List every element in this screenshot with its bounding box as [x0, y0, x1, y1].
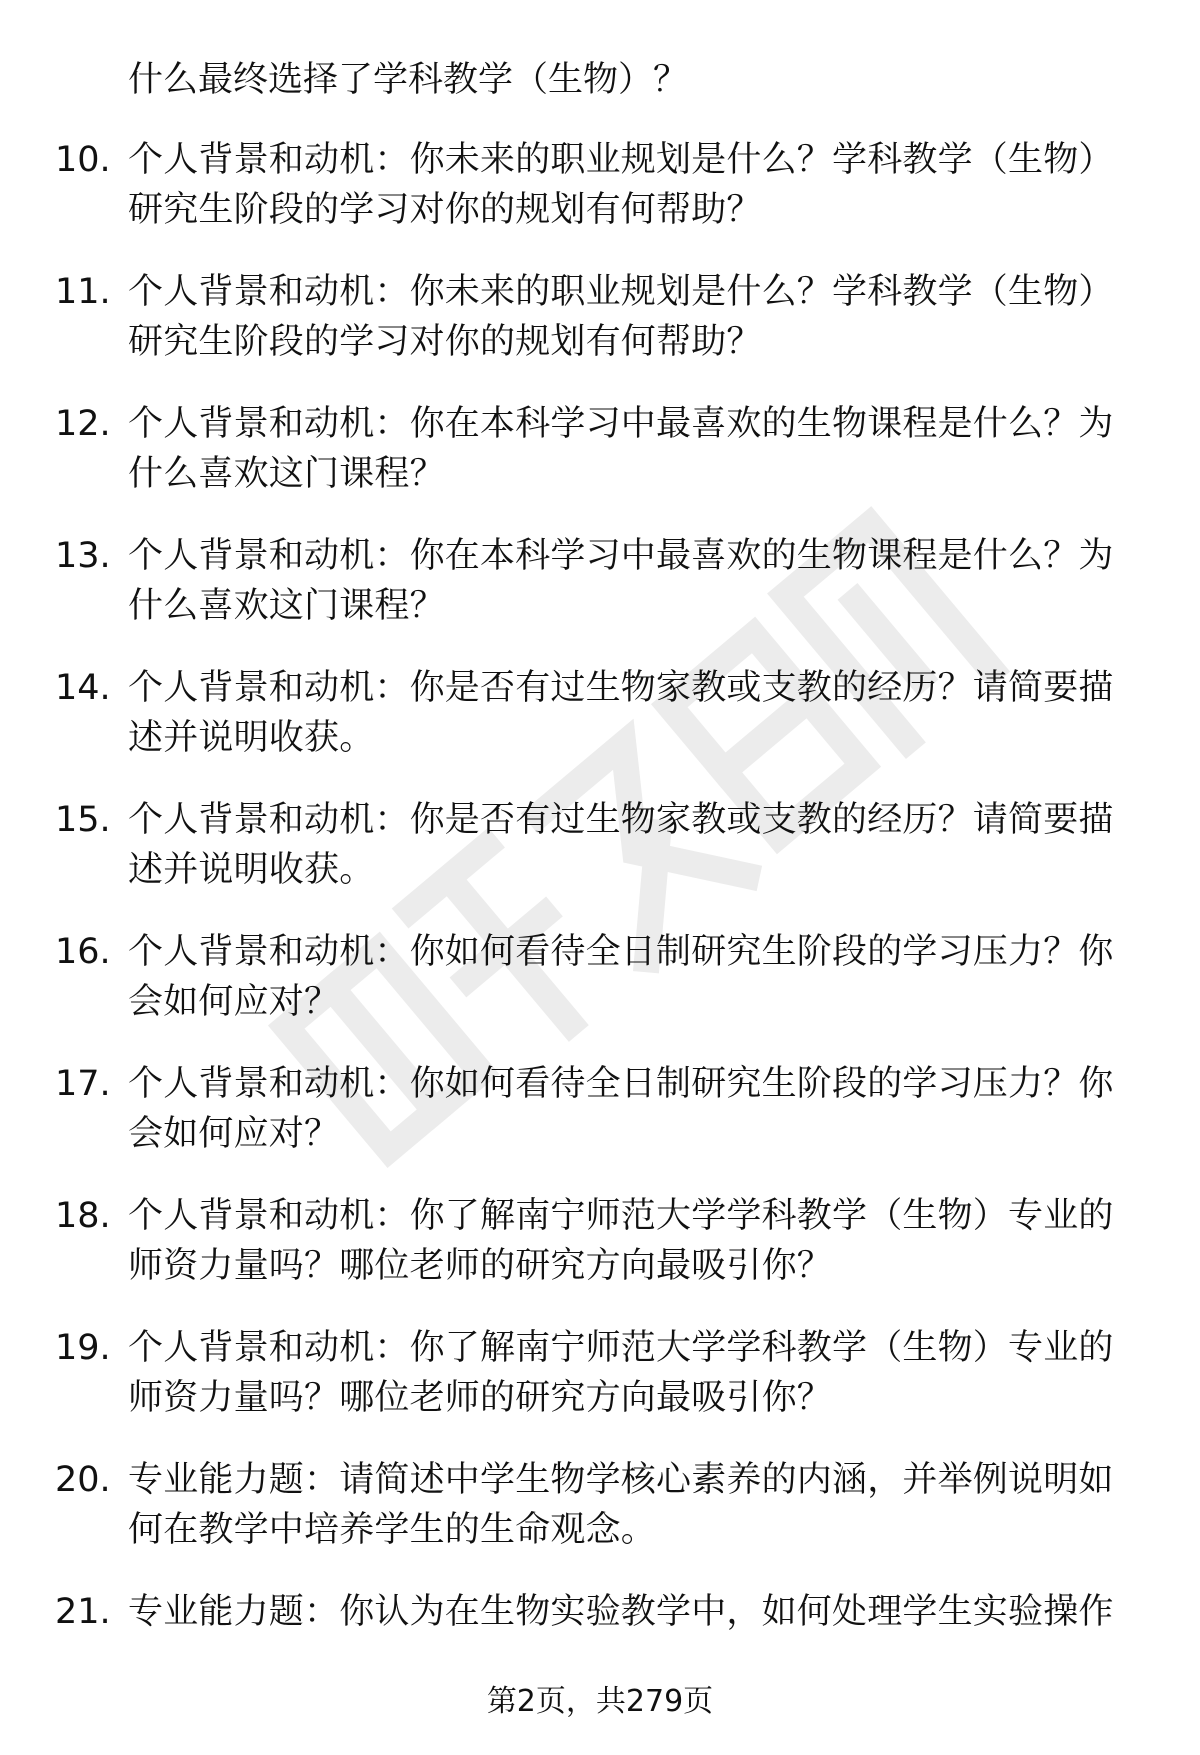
question-text-line: 个人背景和动机：你在本科学习中最喜欢的生物课程是什么？为 [128, 536, 1114, 576]
question-text-line: 述并说明收获。 [128, 718, 375, 758]
question-number: 10. [55, 140, 111, 180]
question-text [128, 795, 1138, 895]
list-item [0, 267, 1200, 399]
question-text-line: 个人背景和动机：你在本科学习中最喜欢的生物课程是什么？为 [128, 404, 1114, 444]
list-item [0, 927, 1200, 1059]
question-number: 14. [55, 668, 111, 708]
question-text-line: 什么喜欢这门课程？ [128, 454, 445, 494]
question-text-line: 什么喜欢这门课程？ [128, 586, 445, 626]
question-number: 20. [55, 1460, 111, 1500]
question-text-line: 个人背景和动机：你了解南宁师范大学学科教学（生物）专业的 [128, 1196, 1114, 1236]
question-text-line: 个人背景和动机：你如何看待全日制研究生阶段的学习压力？你 [128, 1064, 1114, 1104]
question-text [128, 399, 1138, 499]
question-text [128, 1455, 1138, 1555]
question-number: 17. [55, 1064, 111, 1104]
list-item [0, 1455, 1200, 1587]
list-item [0, 1059, 1200, 1191]
question-number: 21. [55, 1592, 111, 1632]
question-number: 18. [55, 1196, 111, 1236]
question-text-line: 个人背景和动机：你未来的职业规划是什么？学科教学（生物） [128, 140, 1114, 180]
question-number: 16. [55, 932, 111, 972]
question-text-line: 师资力量吗？哪位老师的研究方向最吸引你？ [128, 1378, 833, 1418]
question-text [128, 1587, 1138, 1637]
question-text [128, 1323, 1138, 1423]
question-text-line: 个人背景和动机：你了解南宁师范大学学科教学（生物）专业的 [128, 1328, 1114, 1368]
question-number: 13. [55, 536, 111, 576]
question-number: 12. [55, 404, 111, 444]
question-text [128, 267, 1138, 367]
question-text-line: 研究生阶段的学习对你的规划有何帮助？ [128, 322, 762, 362]
question-text [128, 663, 1138, 763]
question-text [128, 1059, 1138, 1159]
question-text-line: 师资力量吗？哪位老师的研究方向最吸引你？ [128, 1246, 833, 1286]
question-text-line: 专业能力题：请简述中学生物学核心素养的内涵，并举例说明如 [128, 1460, 1114, 1500]
list-item [0, 663, 1200, 795]
question-text-line: 研究生阶段的学习对你的规划有何帮助？ [128, 190, 762, 230]
list-item [0, 135, 1200, 267]
question-text-line: 个人背景和动机：你如何看待全日制研究生阶段的学习压力？你 [128, 932, 1114, 972]
question-text-line: 个人背景和动机：你是否有过生物家教或支教的经历？请简要描 [128, 800, 1114, 840]
question-list [0, 135, 1200, 1719]
question-text [128, 1191, 1138, 1291]
question-text-line: 会如何应对？ [128, 982, 340, 1022]
question-text [128, 135, 1138, 235]
question-number: 19. [55, 1328, 111, 1368]
question-text [128, 927, 1138, 1027]
question-text-line: 个人背景和动机：你是否有过生物家教或支教的经历？请简要描 [128, 668, 1114, 708]
list-item [0, 399, 1200, 531]
question-text-line: 会如何应对？ [128, 1114, 340, 1154]
question-text-line: 述并说明收获。 [128, 850, 375, 890]
question-text-line: 专业能力题：你认为在生物实验教学中，如何处理学生实验操作 [128, 1592, 1114, 1632]
question-number: 11. [55, 272, 111, 312]
question-text-line: 个人背景和动机：你未来的职业规划是什么？学科教学（生物） [128, 272, 1114, 312]
list-item [0, 795, 1200, 927]
question-number: 15. [55, 800, 111, 840]
continued-question-text: 什么最终选择了学科教学（生物）？ [128, 60, 689, 100]
list-item [0, 531, 1200, 663]
question-text-line: 何在教学中培养学生的生命观念。 [128, 1510, 657, 1550]
page-number-footer: 第2页，共279页 [486, 1684, 714, 1719]
list-item [0, 1323, 1200, 1455]
question-text [128, 531, 1138, 631]
list-item [0, 1191, 1200, 1323]
